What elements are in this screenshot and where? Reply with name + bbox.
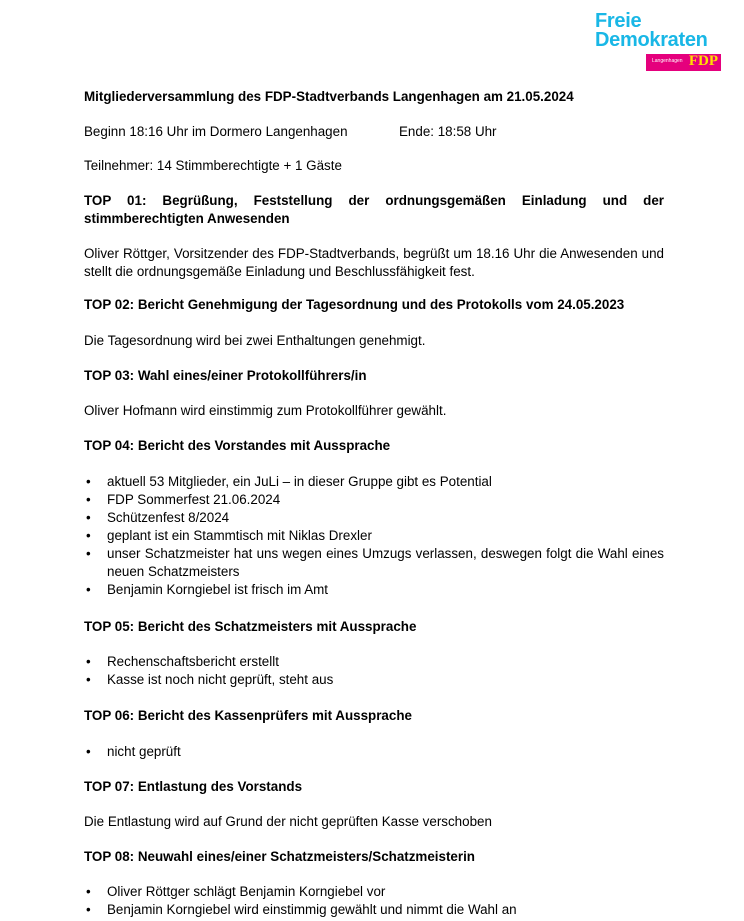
top05-heading: TOP 05: Bericht des Schatzmeisters mit Aussprache	[84, 619, 417, 634]
begin-time: Beginn 18:16 Uhr im Dormero Langenhagen	[84, 124, 348, 139]
top04-heading: TOP 04: Bericht des Vorstandes mit Aussprache	[84, 438, 391, 453]
list-item: • Oliver Röttger schlägt Benjamin Korngiebel vor	[84, 883, 664, 901]
participants: Teilnehmer: 14 Stimmberechtigte + 1 Gäste	[84, 158, 342, 173]
top08-heading: TOP 08: Neuwahl eines/einer Schatzmeisters/Schatzmeisterin	[84, 849, 475, 864]
top01-text: Oliver Röttger, Vorsitzender des FDP-Stadtverbands, begrüßt um 18.16 Uhr die Anwesenden und stellt die ordnungsgemäße Einladung und Beschlussfähigkeit fest.	[84, 246, 664, 279]
top07-heading: TOP 07: Entlastung des Vorstands	[84, 779, 303, 794]
list-item: • Schützenfest 8/2024	[84, 509, 664, 527]
list-item: • nicht geprüft	[84, 743, 664, 761]
top04-list	[84, 473, 664, 599]
meeting-times	[84, 123, 664, 141]
top03-heading: TOP 03: Wahl eines/einer Protokollführers/in	[84, 368, 367, 383]
list-item: • aktuell 53 Mitglieder, ein JuLi – in dieser Gruppe gibt es Potential	[84, 473, 664, 491]
list-item: • Benjamin Korngiebel wird einstimmig gewählt und nimmt die Wahl an	[84, 901, 664, 919]
end-time: Ende: 18:58 Uhr	[399, 124, 497, 139]
logo-location: Langenhagen	[652, 58, 683, 64]
list-item: • unser Schatzmeister hat uns wegen eines Umzugs verlassen, deswegen folgt die Wahl eines neuen Schatzmeisters	[84, 545, 664, 581]
logo-line-freie: Freie	[595, 10, 642, 32]
top08-list	[84, 883, 664, 919]
list-item: • Kasse ist noch nicht geprüft, steht aus	[84, 671, 664, 689]
top07-text: Die Entlastung wird auf Grund der nicht geprüften Kasse verschoben	[84, 814, 492, 829]
list-item: • Benjamin Korngiebel ist frisch im Amt	[84, 581, 664, 599]
top02-heading: TOP 02: Bericht Genehmigung der Tagesordnung und des Protokolls vom 24.05.2023	[84, 297, 625, 312]
document-title: Mitgliederversammlung des FDP-Stadtverbands Langenhagen am 21.05.2024	[84, 89, 574, 104]
fdp-logo	[595, 12, 725, 74]
top01-heading: TOP 01: Begrüßung, Feststellung der ordnungsgemäßen Einladung und der stimmberechtigten Anwesenden	[84, 193, 664, 226]
logo-line-demokraten: Demokraten	[595, 29, 708, 51]
logo-party: FDP	[688, 53, 718, 69]
list-item: • FDP Sommerfest 21.06.2024	[84, 491, 664, 509]
top06-list	[84, 743, 664, 761]
top05-list	[84, 653, 664, 689]
logo-bar	[646, 54, 721, 71]
top03-text: Oliver Hofmann wird einstimmig zum Protokollführer gewählt.	[84, 403, 447, 418]
top02-text: Die Tagesordnung wird bei zwei Enthaltungen genehmigt.	[84, 333, 426, 348]
top06-heading: TOP 06: Bericht des Kassenprüfers mit Aussprache	[84, 708, 412, 723]
list-item: • geplant ist ein Stammtisch mit Niklas Drexler	[84, 527, 664, 545]
list-item: • Rechenschaftsbericht erstellt	[84, 653, 664, 671]
